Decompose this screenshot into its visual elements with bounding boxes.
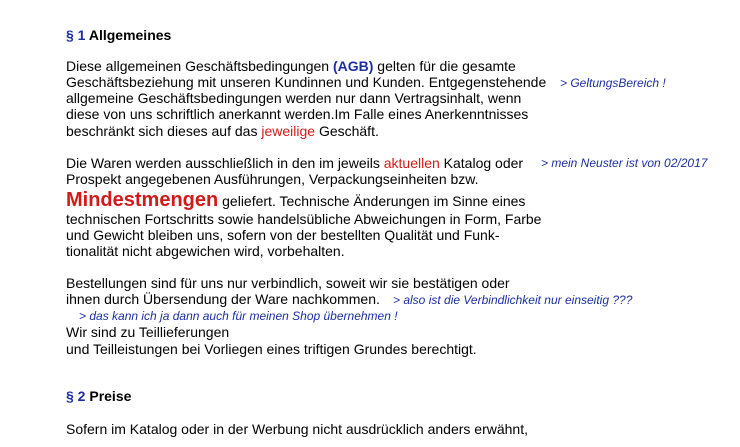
para1-line1 — [66, 58, 516, 74]
para3-line3: Wir sind zu Teillieferungen — [66, 324, 230, 340]
para1-line3: allgemeine Geschäftsbedingungen werden nur dann Vertragsinhalt, wenn — [66, 90, 522, 106]
para2-line3 — [66, 189, 525, 212]
section-2-number: § 2 — [66, 388, 86, 404]
para3-line1: Bestellungen sind für uns nur verbindlich, soweit wir sie bestätigen oder — [66, 275, 510, 291]
para1-text: gelten für die gesamte — [377, 58, 516, 74]
section-1-number: § 1 — [66, 27, 86, 43]
para1-text: Geschäft. — [318, 123, 379, 139]
agb-abbrev: (AGB) — [332, 58, 374, 74]
section-1-heading — [66, 27, 171, 43]
para1-text: beschränkt sich dieses auf das — [66, 123, 258, 139]
para4-line1: Sofern im Katalog oder in der Werbung nicht ausdrücklich anders erwähnt, — [66, 421, 528, 437]
para3-line2: ihnen durch Übersendung der Ware nachkommen. — [66, 291, 380, 307]
para2-line4: technischen Fortschritts sowie handelsübliche Abweichungen in Form, Farbe — [66, 211, 542, 227]
para1-line5 — [66, 123, 379, 139]
highlight-aktuellen: aktuellen — [383, 155, 440, 171]
para1-line4: diese von uns schriftlich anerkannt werden.Im Falle eines Anerkenntnisses — [66, 106, 529, 122]
para2-line2: Prospekt angegebenen Ausführungen, Verpackungseinheiten bzw. — [66, 171, 479, 187]
para2-line5: und Gewicht bleiben uns, sofern von der bestellten Qualität und Funk- — [66, 227, 500, 243]
note-neuster: > mein Neuster ist von 02/2017 — [541, 156, 708, 170]
section-2-heading — [66, 388, 131, 404]
note-geltungsbereich: > GeltungsBereich ! — [560, 76, 666, 90]
note-shop: > das kann ich ja dann auch für meinen Shop übernehmen ! — [79, 309, 398, 323]
para2-text: geliefert. Technische Änderungen im Sinne eines — [222, 193, 526, 209]
section-1-title: Allgemeines — [88, 27, 172, 43]
highlight-jeweilige: jeweilige — [261, 123, 316, 139]
note-einseitig: > also ist die Verbindlichkeit nur einseitig ??? — [393, 293, 633, 307]
para2-text: Die Waren werden ausschließlich in den im jeweils — [66, 155, 380, 171]
para2-line6: tionalität nicht abgewichen wird, vorbehalten. — [66, 243, 345, 259]
section-2-title: Preise — [89, 388, 132, 404]
para3-line4: und Teilleistungen bei Vorliegen eines triftigen Grundes berechtigt. — [66, 341, 477, 357]
para1-line2: Geschäftsbeziehung mit unseren Kundinnen und Kunden. Entgegenstehende — [66, 74, 547, 90]
highlight-mindestmengen: Mindestmengen — [66, 189, 219, 211]
para2-line1 — [66, 155, 523, 171]
para2-text: Katalog oder — [443, 155, 524, 171]
para1-text: Diese allgemeinen Geschäftsbedingungen — [66, 58, 330, 74]
